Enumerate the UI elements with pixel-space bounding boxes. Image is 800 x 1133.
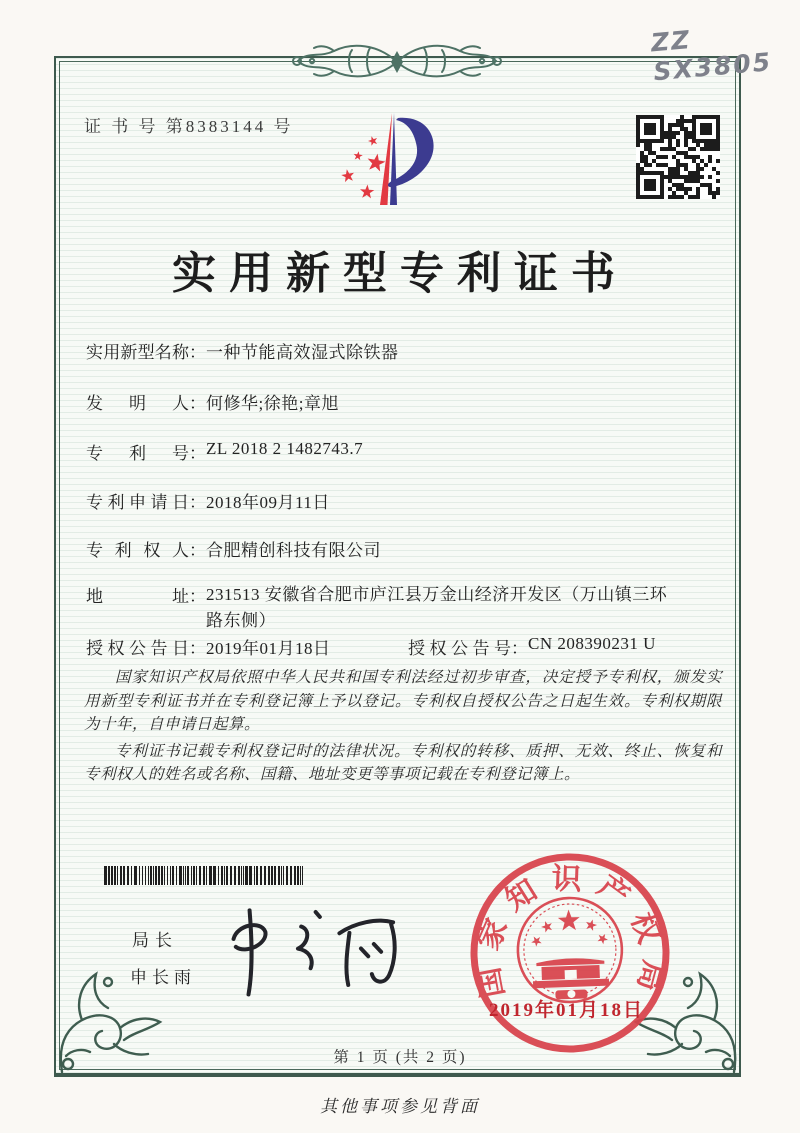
field-label: 专利权人 [86, 541, 189, 560]
signer-name: 申长雨 [130, 968, 196, 987]
field-label: 发明人 [86, 394, 189, 413]
field-colon: ： [189, 639, 206, 658]
back-side-note: 其他事项参见背面 [320, 1097, 480, 1116]
field-colon: ： [189, 587, 206, 606]
signer-title: 局长 [132, 931, 178, 950]
field-value: 合肥精创科技有限公司 [206, 541, 381, 560]
field-value: 一种节能高效湿式除铁器 [206, 343, 399, 362]
field-label: 专利号 [86, 444, 189, 463]
field-label: 专利申请日 [86, 493, 189, 512]
field-row-inventors [86, 389, 339, 414]
field-value: 2018年09月11日 [206, 493, 330, 512]
field-label: 实用新型名称 [86, 343, 189, 362]
legal-paragraph-2: 专利证书记载专利权登记时的法律状况。专利权的转移、质押、无效、终止、恢复和专利权人的姓名或名称、国籍、地址变更等事项记载在专利登记簿上。 [84, 742, 722, 783]
barcode [104, 866, 306, 885]
certificate-number: 证 书 号 第8383144 号 [84, 117, 294, 136]
field-value: 2019年01月18日 [206, 639, 331, 658]
national-emblem-icon [516, 896, 624, 1004]
handwritten-note: ZZ SX3805 [649, 25, 774, 87]
field-value: 231513 安徽省合肥市庐江县万金山经济开发区（万山镇三环路东侧） [206, 585, 668, 630]
legal-text-block [84, 666, 722, 790]
legal-paragraph-1: 国家知识产权局依照中华人民共和国专利法经过初步审查，决定授予专利权，颁发实用新型专利证书并在专利登记簿上予以登记。专利权自授权公告之日起生效。专利权期限为十年，自申请日起算。 [84, 669, 722, 733]
field-value: CN 208390231 U [528, 634, 656, 653]
certificate-title: 实用新型专利证书 [172, 249, 628, 298]
seal-date: 2019年01月18日 [489, 1000, 645, 1021]
field-value: ZL 2018 2 1482743.7 [206, 439, 364, 458]
qr-code [636, 115, 720, 199]
field-colon: ： [189, 444, 206, 463]
field-colon: ： [511, 639, 528, 658]
field-row-patent-no [86, 439, 363, 464]
field-colon: ： [189, 493, 206, 512]
field-row-address [86, 582, 678, 634]
field-colon: ： [189, 394, 206, 413]
field-row-name [86, 338, 399, 363]
page-number: 第 1 页 (共 2 页) [333, 1049, 467, 1066]
field-colon: ： [189, 343, 206, 362]
field-row-grant-date [86, 634, 331, 659]
field-row-filing-date [86, 488, 330, 513]
director-signature [218, 897, 416, 1004]
field-colon: ： [189, 541, 206, 560]
field-label: 授权公告日 [86, 639, 189, 658]
field-label: 授权公告号 [408, 639, 511, 658]
field-label: 地址 [86, 587, 189, 606]
field-row-grant-no [408, 634, 656, 659]
seal-agency-text: 国家知识产权局 [469, 862, 671, 1008]
field-row-patentee [86, 536, 381, 561]
official-seal [462, 845, 677, 1060]
field-value: 何修华;徐艳;章旭 [206, 394, 339, 413]
